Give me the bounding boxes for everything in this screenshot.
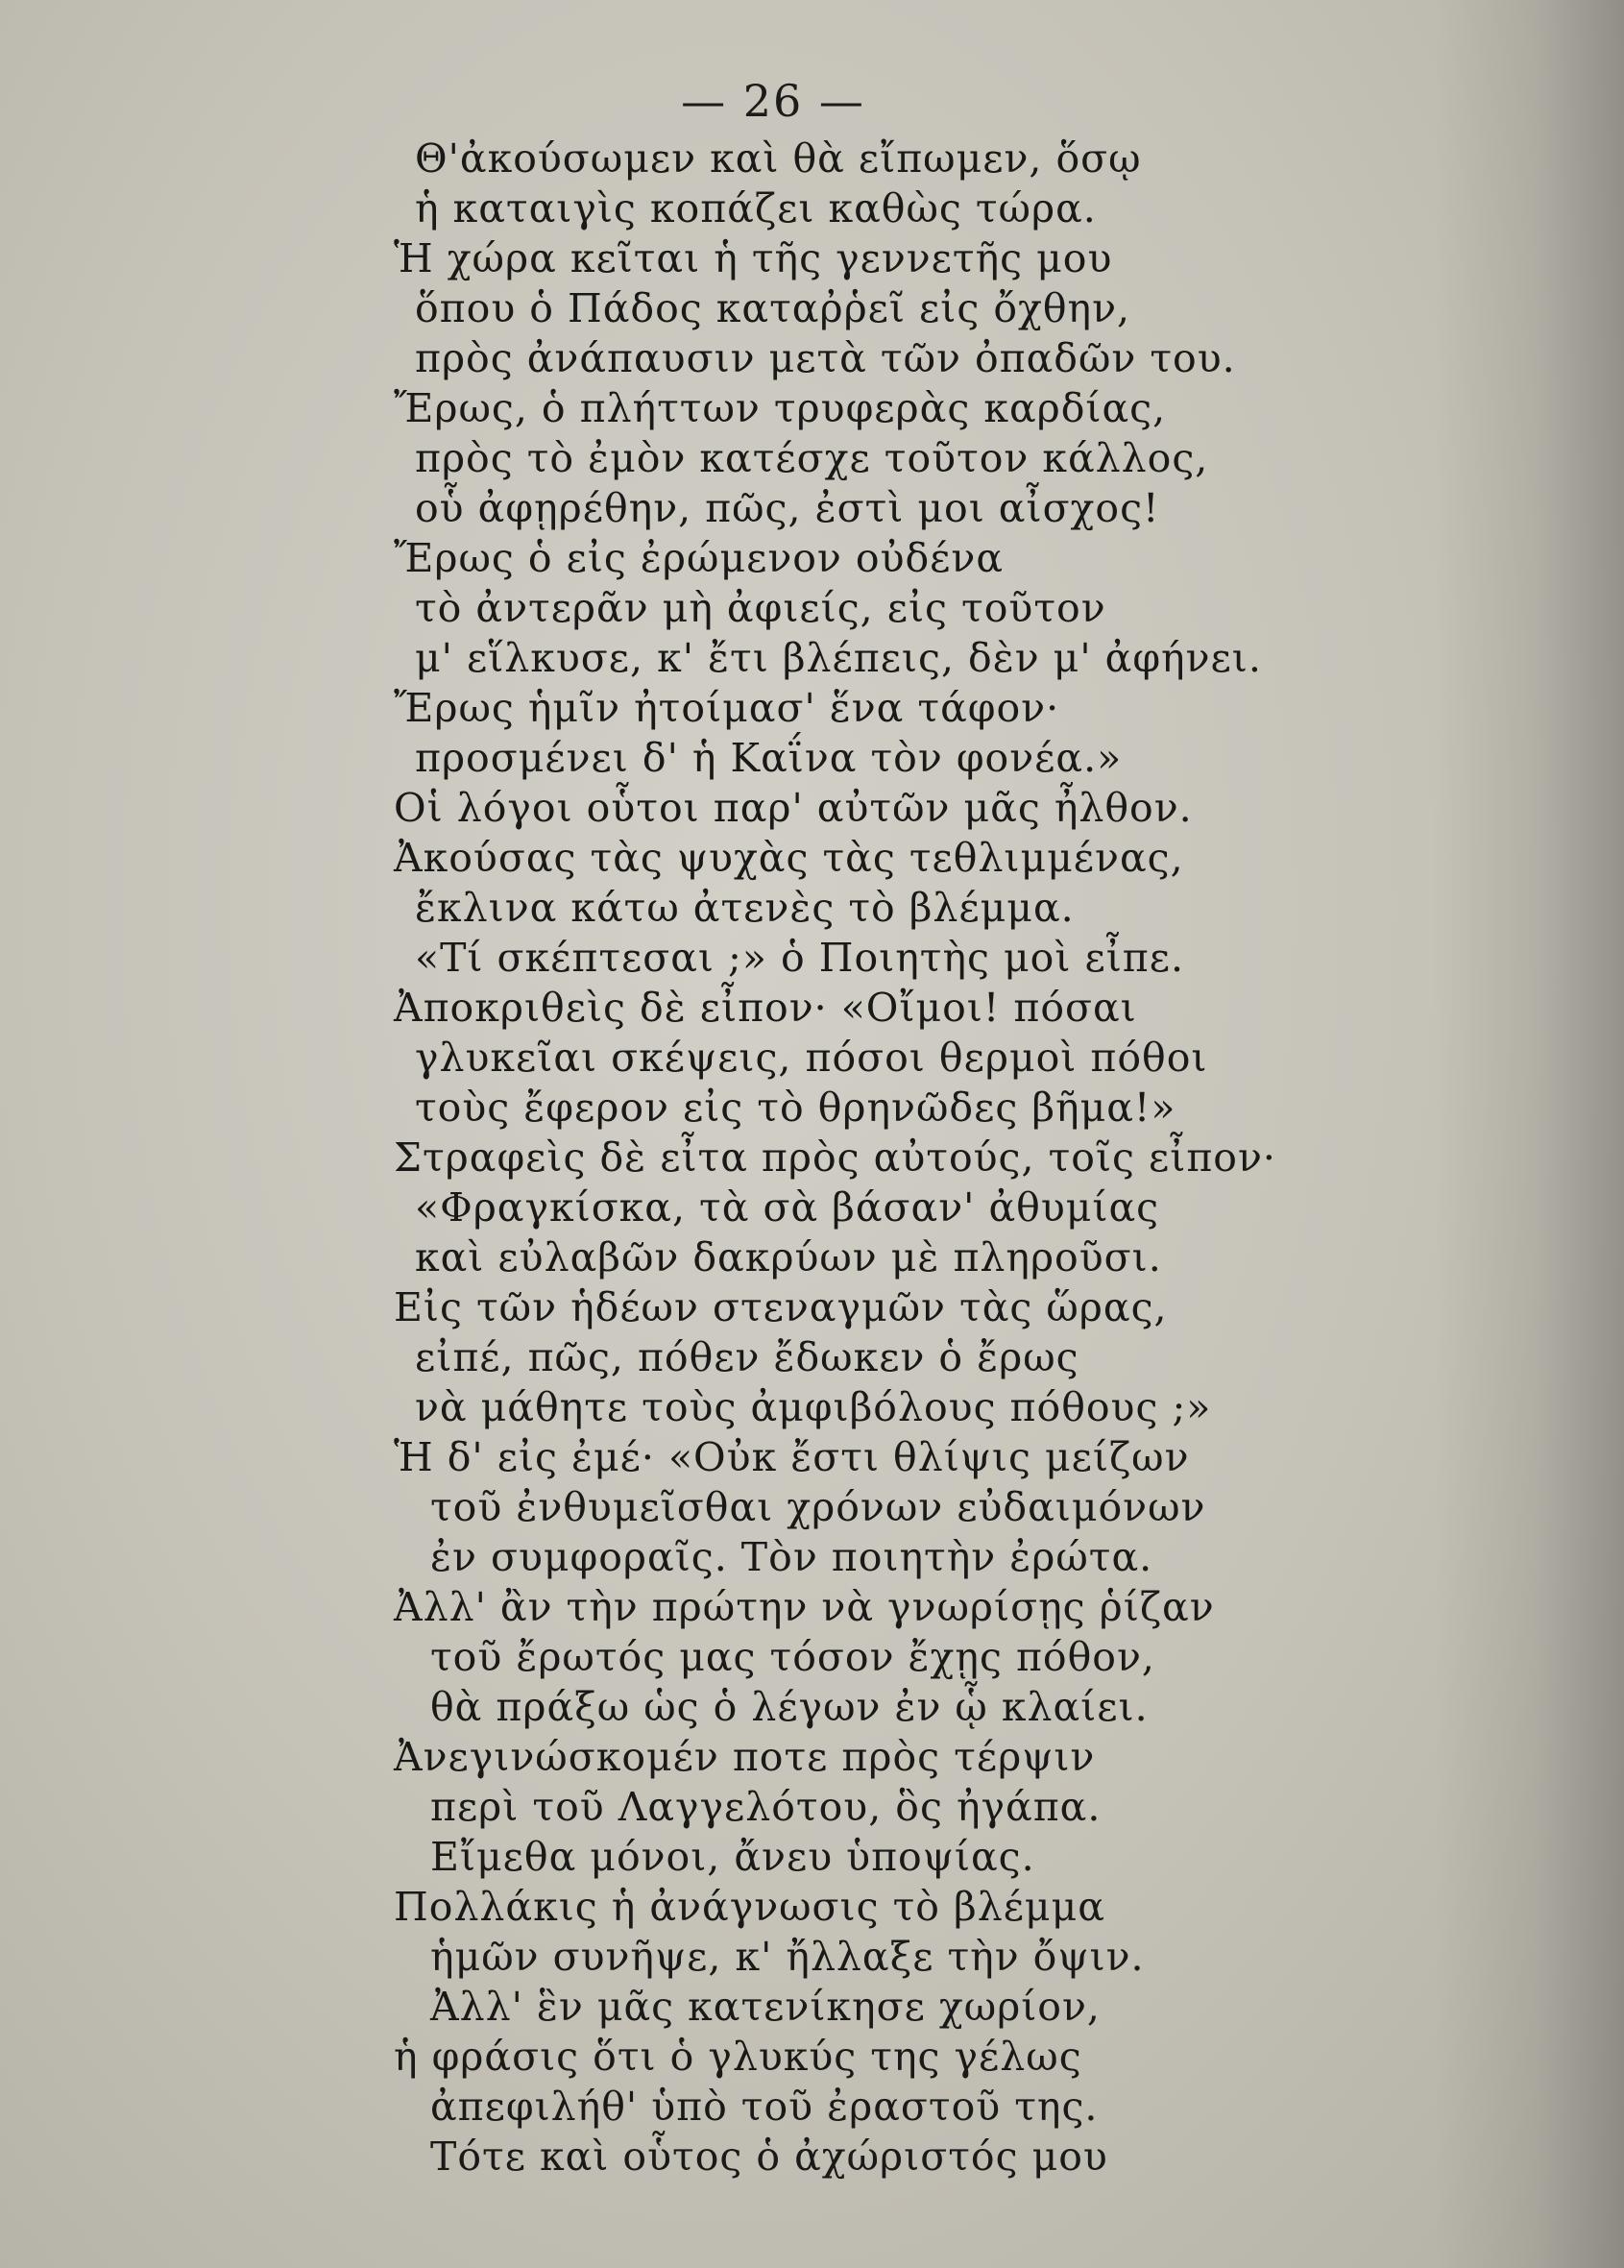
- poem-line: Ἀλλ' ἓν μᾶς κατενίκησε χωρίον,: [430, 1984, 1101, 2030]
- poem-line: πρὸς τὸ ἐμὸν κατέσχε τοῦτον κάλλος,: [415, 435, 1209, 481]
- page-number: — 26 —: [681, 75, 865, 127]
- poem-line: θὰ πράξω ὡς ὁ λέγων ἐν ᾧ κλαίει.: [430, 1684, 1149, 1730]
- poem-line: Ἔρως ἡμῖν ἠτοίμασ' ἕνα τάφον·: [394, 685, 1060, 731]
- poem-line: προσμένει δ' ἡ Καΐνα τὸν φονέα.»: [415, 735, 1123, 781]
- poem-line: γλυκεῖαι σκέψεις, πόσοι θερμοὶ πόθοι: [415, 1035, 1208, 1081]
- poem-line: Ἀνεγινώσκομέν ποτε πρὸς τέρψιν: [394, 1734, 1096, 1780]
- poem-line: ἐν συμφοραῖς. Τὸν ποιητὴν ἐρώτα.: [430, 1534, 1153, 1580]
- poem-line: τὸ ἀντερᾶν μὴ ἀφιείς, εἰς τοῦτον: [415, 585, 1106, 631]
- poem-line: ἡ καταιγὶς κοπάζει καθὼς τώρα.: [415, 185, 1097, 232]
- poem-line: «Τί σκέπτεσαι ;» ὁ Ποιητὴς μοὶ εἶπε.: [415, 935, 1184, 981]
- poem-line: ἡμῶν συνῆψε, κ' ἤλλαξε τὴν ὄψιν.: [430, 1934, 1145, 1980]
- poem-line: ἔκλινα κάτω ἀτενὲς τὸ βλέμμα.: [415, 885, 1075, 931]
- poem-line: καὶ εὐλαβῶν δακρύων μὲ πληροῦσι.: [415, 1234, 1162, 1280]
- page-gutter-shadow: [1432, 0, 1624, 2268]
- poem-line: Οἱ λόγοι οὗτοι παρ' αὐτῶν μᾶς ἦλθον.: [394, 785, 1193, 831]
- poem-line: Ἡ χώρα κεῖται ἡ τῆς γεννετῆς μου: [394, 235, 1113, 281]
- poem-line: τοῦ ἐνθυμεῖσθαι χρόνων εὐδαιμόνων: [430, 1484, 1206, 1530]
- poem-line: «Φραγκίσκα, τὰ σὰ βάσαν' ἀθυμίας: [415, 1184, 1160, 1231]
- poem-line: Ἡ δ' εἰς ἐμέ· «Οὐκ ἔστι θλίψις μείζων: [394, 1434, 1190, 1480]
- poem-line: Θ'ἀκούσωμεν καὶ θὰ εἴπωμεν, ὅσῳ: [415, 135, 1142, 182]
- poem-line: Τότε καὶ οὗτος ὁ ἀχώριστός μου: [430, 2134, 1108, 2180]
- poem-line: Ἀποκριθεὶς δὲ εἶπον· «Οἴμοι! πόσαι: [394, 985, 1137, 1031]
- poem-line: Ἀκούσας τὰς ψυχὰς τὰς τεθλιμμένας,: [394, 835, 1184, 881]
- poem-line: Εἰς τῶν ἡδέων στεναγμῶν τὰς ὥρας,: [394, 1284, 1168, 1330]
- poem-line: Πολλάκις ἡ ἀνάγνωσις τὸ βλέμμα: [394, 1884, 1105, 1930]
- poem-line: περὶ τοῦ Λαγγελότου, ὃς ἠγάπα.: [430, 1784, 1102, 1830]
- poem-line: Ἔρως, ὁ πλήττων τρυφερὰς καρδίας,: [394, 385, 1167, 431]
- poem-line: πρὸς ἀνάπαυσιν μετὰ τῶν ὀπαδῶν του.: [415, 335, 1236, 381]
- poem-line: εἰπέ, πῶς, πόθεν ἔδωκεν ὁ ἔρως: [415, 1334, 1079, 1380]
- poem-line: τοὺς ἔφερον εἰς τὸ θρηνῶδες βῆμα!»: [415, 1085, 1176, 1131]
- poem-line: Εἴμεθα μόνοι, ἄνευ ὑποψίας.: [430, 1834, 1035, 1880]
- poem-line: τοῦ ἔρωτός μας τόσον ἔχῃς πόθον,: [430, 1634, 1155, 1680]
- poem-line: οὗ ἀφῃρέθην, πῶς, ἐστὶ μοι αἶσχος!: [415, 485, 1160, 531]
- poem-line: μ' εἵλκυσε, κ' ἔτι βλέπεις, δὲν μ' ἀφήνει.: [415, 635, 1262, 681]
- poem-line: νὰ μάθητε τοὺς ἀμφιβόλους πόθους ;»: [415, 1384, 1212, 1430]
- poem-line: Στραφεὶς δὲ εἶτα πρὸς αὐτούς, τοῖς εἶπον·: [394, 1134, 1276, 1181]
- poem-line: ἀπεφιλήθ' ὑπὸ τοῦ ἐραστοῦ της.: [430, 2084, 1099, 2130]
- poem-line: ἡ φράσις ὅτι ὁ γλυκύς της γέλως: [394, 2034, 1082, 2080]
- poem-line: Ἔρως ὁ εἰς ἐρώμενον οὐδένα: [394, 535, 1005, 581]
- poem-line: ὅπου ὁ Πάδος καταῤῥεῖ εἰς ὄχθην,: [415, 285, 1131, 331]
- poem-line: Ἀλλ' ἂν τὴν πρώτην νὰ γνωρίσῃς ῥίζαν: [394, 1584, 1215, 1630]
